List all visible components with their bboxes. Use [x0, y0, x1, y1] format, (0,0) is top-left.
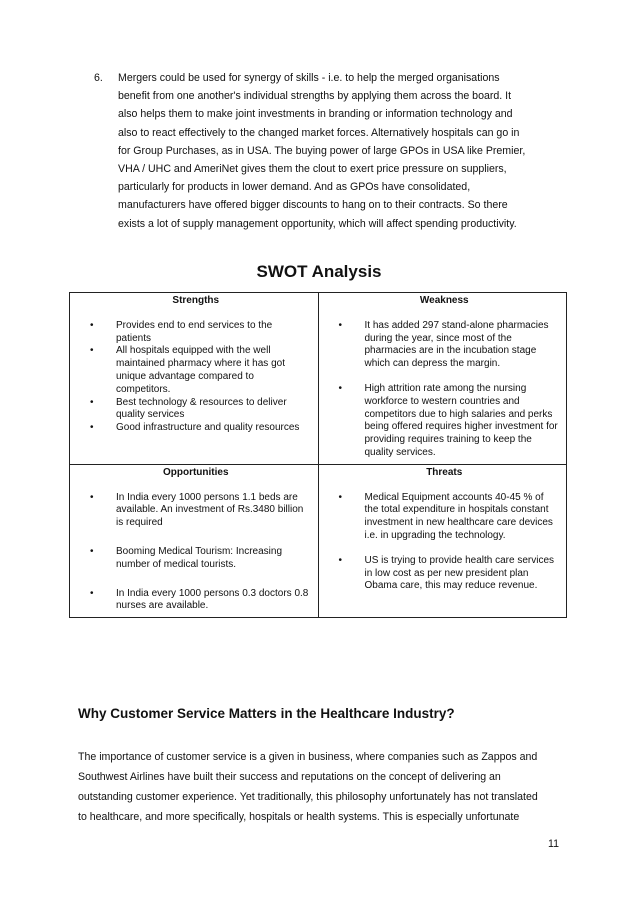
paragraph-line: for Group Purchases, as in USA. The buying power of large GPOs in USA like Premier, [118, 144, 526, 157]
opportunity-item: • In India every 1000 persons 1.1 beds are available. An investment of Rs.3480 billion is required [90, 491, 304, 529]
swot-table [69, 292, 567, 618]
weakness-cell [318, 293, 567, 465]
paragraph-line: benefit from one another's individual strengths by applying them across the board. It [118, 90, 512, 103]
opportunities-heading: Opportunities [162, 466, 229, 478]
paragraph-line: Southwest Airlines have built their success and reputations on the concept of delivering an [78, 771, 501, 783]
body-paragraph [78, 747, 568, 827]
section-heading: Why Customer Service Matters in the Healthcare Industry? [78, 706, 455, 721]
strengths-heading: Strengths [172, 295, 220, 306]
bullet-icon: • [90, 587, 94, 599]
bullet-icon: • [338, 491, 343, 503]
bullet-icon: • [90, 345, 94, 357]
weakness-item: • High attrition rate among the nursing workforce to western countries and competitors due to high salaries and perks being offered requires higher investment for providing requires training to keep the quality services. [338, 382, 558, 458]
paragraph-line: manufacturers have offered bigger discounts to hang on to their contracts. So there [118, 199, 508, 212]
opportunity-item: • In India every 1000 persons 0.3 doctors 0.8 nurses are available. [90, 587, 309, 612]
list-number: 6. [94, 72, 103, 84]
weakness-item: • It has added 297 stand-alone pharmacies during the year, since most of the pharmacies are in the incubation stage which can depress the margin. [338, 319, 549, 370]
bullet-icon: • [90, 545, 94, 557]
opportunity-item: • Booming Medical Tourism: Increasing number of medical tourists. [90, 545, 283, 570]
bullet-icon: • [90, 422, 94, 434]
opportunities-cell [70, 464, 319, 617]
strengths-cell [70, 293, 319, 465]
threats-cell [318, 464, 567, 617]
paragraph-line: particularly for products in lower demand. And as GPOs have consolidated, [118, 181, 471, 194]
strength-item: • All hospitals equipped with the well maintained pharmacy where it has got unique advantage compared to competitors. [90, 345, 285, 395]
threat-item: • US is trying to provide health care services in low cost as per new president plan Obama care, this may reduce revenue. [338, 554, 555, 592]
paragraph-line: VHA / UHC and AmeriNet gives them the clout to exert price pressure on suppliers, [118, 163, 507, 176]
paragraph-line: Mergers could be used for synergy of skills - i.e. to help the merged organisations [118, 72, 500, 84]
bullet-icon: • [338, 554, 343, 566]
paragraph-line: The importance of customer service is a given in business, where companies such as Zappos and [78, 751, 538, 763]
paragraph-line: also to react effectively to the changed market forces. Alternatively hospitals can go in [118, 126, 520, 139]
numbered-paragraph [94, 69, 564, 233]
bullet-icon: • [90, 491, 94, 503]
strength-item: • Good infrastructure and quality resources [90, 422, 300, 434]
bullet-icon: • [90, 396, 94, 408]
swot-title: SWOT Analysis [256, 262, 382, 281]
strength-item: • Provides end to end services to the patients [90, 319, 273, 344]
paragraph-line: also helps them to make joint investments in branding or information technology and [118, 108, 513, 121]
threat-item: • Medical Equipment accounts 40-45 % of the total expenditure in hospitals constant investment in new healthcare care devices i.e. in upgrading the technology. [338, 491, 553, 541]
strength-item: • Best technology & resources to deliver quality services [90, 396, 287, 421]
paragraph-line: outstanding customer experience. Yet traditionally, this philosophy unfortunately has not translated [78, 791, 538, 803]
threats-heading: Threats [426, 466, 463, 478]
page-number: 11 [548, 838, 559, 850]
paragraph-line: exists a lot of supply management opportunity, which will affect spending productivity. [118, 217, 517, 230]
bullet-icon: • [338, 382, 343, 394]
bullet-icon: • [90, 319, 94, 331]
weakness-heading: Weakness [419, 295, 469, 306]
bullet-icon: • [338, 319, 343, 331]
paragraph-line: to healthcare, and more specifically, hospitals or health systems. This is especially unfortunate [78, 811, 520, 823]
